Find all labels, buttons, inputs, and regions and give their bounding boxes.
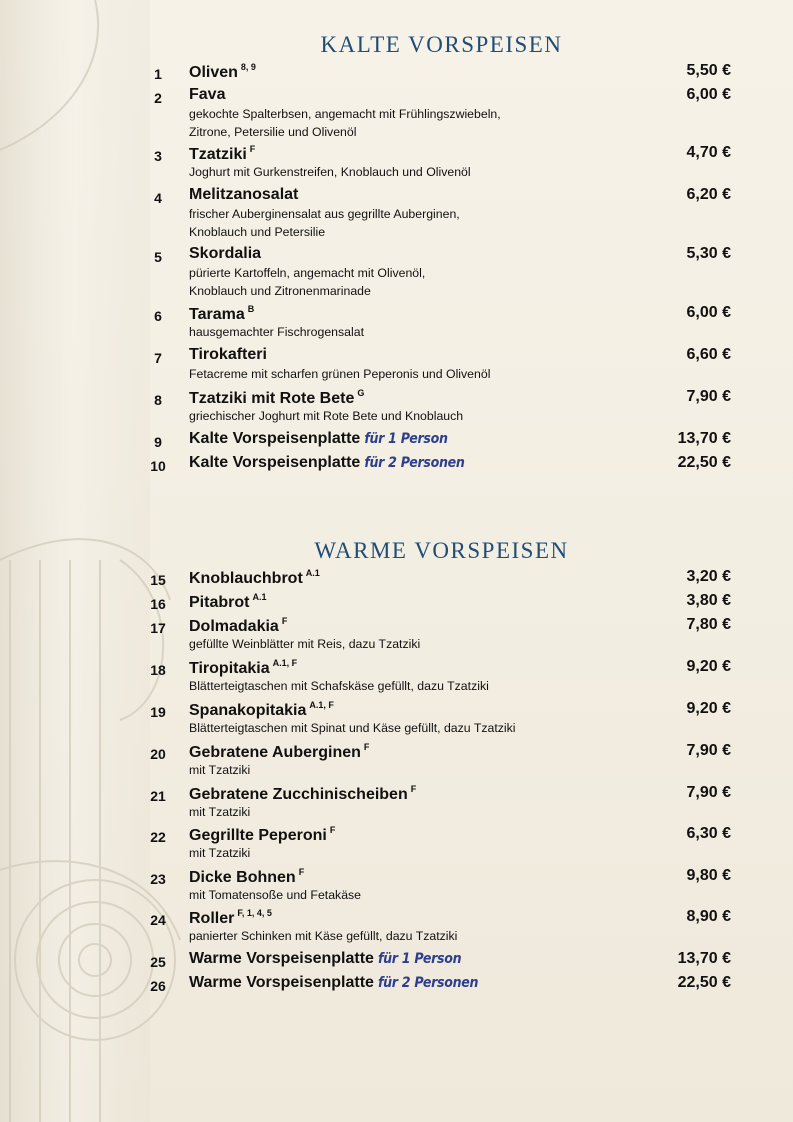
item-number: 16 (150, 596, 166, 612)
portion-qualifier: für 2 Personen (377, 975, 479, 991)
item-name: Gebratene Auberginen (189, 744, 361, 761)
item-price: 7,90 € (686, 784, 731, 801)
menu-item (0, 908, 793, 946)
item-price: 6,20 € (686, 186, 731, 203)
description-line: Joghurt mit Gurkenstreifen, Knoblauch und Olivenöl (189, 165, 471, 179)
item-number: 21 (150, 788, 166, 804)
menu-item (0, 616, 793, 654)
menu-item (0, 144, 793, 182)
item-name-line (189, 186, 298, 204)
item-price: 4,70 € (686, 144, 731, 161)
allergen-codes: A.1, F (309, 700, 334, 710)
item-name: Warme Vorspeisenplatte (189, 974, 374, 991)
item-number: 4 (154, 190, 162, 206)
item-name-line (189, 304, 254, 324)
item-name: Gebratene Zucchinischeiben (189, 786, 408, 803)
item-name-line (189, 592, 266, 612)
item-name-line (189, 950, 461, 968)
item-name-line (189, 86, 225, 104)
item-name: Tirokafteri (189, 346, 267, 363)
item-number: 10 (150, 458, 166, 474)
item-name-line (189, 658, 297, 678)
section-title-kalte-vorspeisen: KALTE VORSPEISEN (320, 32, 563, 57)
item-price: 3,80 € (686, 592, 731, 609)
menu-item (0, 62, 793, 84)
menu-item (0, 346, 793, 384)
item-number: 25 (150, 954, 166, 970)
item-number: 3 (154, 148, 162, 164)
item-name: Skordalia (189, 245, 262, 262)
item-name-line (189, 867, 304, 887)
portion-qualifier: für 2 Personen (364, 455, 465, 471)
menu-item (0, 700, 793, 738)
item-name: Gegrillte Peperoni (189, 827, 327, 844)
item-price: 9,80 € (686, 867, 731, 884)
description-line: griechischer Joghurt mit Rote Bete und Knoblauch (189, 409, 464, 423)
item-number: 6 (154, 308, 162, 324)
description-line: panierter Schinken mit Käse gefüllt, dazu Tzatziki (189, 929, 458, 943)
item-name-line (189, 62, 256, 82)
item-description (189, 719, 516, 737)
description-line: Blätterteigtaschen mit Spinat und Käse gefüllt, dazu Tzatziki (189, 721, 516, 735)
item-number: 2 (154, 90, 162, 106)
menu-item (0, 825, 793, 863)
item-number: 1 (154, 66, 162, 82)
item-price: 7,80 € (686, 616, 731, 633)
item-name: Tiropitakia (189, 660, 270, 677)
item-description (189, 844, 250, 862)
portion-qualifier: für 1 Person (364, 431, 448, 447)
description-line: pürierte Kartoffeln, angemacht mit Olivenöl, (189, 266, 426, 280)
item-name: Fava (189, 86, 226, 103)
item-description (189, 886, 361, 904)
description-line: frischer Auberginensalat aus gegrillte Auberginen, (189, 207, 460, 221)
item-number: 20 (150, 746, 166, 762)
allergen-codes: F, 1, 4, 5 (237, 908, 272, 918)
item-price: 22,50 € (677, 974, 731, 991)
item-name: Oliven (189, 64, 238, 81)
menu-item (0, 454, 793, 476)
item-price: 5,50 € (686, 62, 731, 79)
item-number: 15 (150, 572, 166, 588)
description-line: Knoblauch und Zitronenmarinade (189, 284, 371, 298)
item-description (189, 803, 250, 821)
menu-item (0, 304, 793, 342)
menu-item (0, 974, 793, 996)
description-line: mit Tomatensoße und Fetakäse (189, 888, 362, 902)
allergen-codes: 8, 9 (240, 62, 256, 72)
description-line: Blätterteigtaschen mit Schafskäse gefüllt, dazu Tzatziki (189, 679, 489, 693)
item-name: Tarama (189, 306, 245, 323)
item-description (189, 927, 457, 945)
item-name: Spanakopitakia (189, 702, 307, 719)
item-name: Dolmadakia (189, 618, 279, 635)
item-price: 9,20 € (686, 658, 731, 675)
item-name: Warme Vorspeisenplatte (189, 950, 374, 967)
description-line: Zitrone, Petersilie und Olivenöl (189, 125, 357, 139)
menu-item (0, 658, 793, 696)
description-line: mit Tzatziki (189, 763, 251, 777)
section-title-warme-vorspeisen: WARME VORSPEISEN (314, 538, 569, 563)
item-name-line (189, 245, 261, 263)
menu-item (0, 86, 793, 142)
item-description (189, 761, 250, 779)
item-price: 6,00 € (686, 86, 731, 103)
item-description (189, 264, 425, 300)
menu-item (0, 186, 793, 242)
allergen-codes: A.1 (305, 568, 320, 578)
item-number: 26 (150, 978, 166, 994)
item-number: 18 (150, 662, 166, 678)
item-name-line (189, 430, 448, 448)
item-name-line (189, 388, 364, 408)
item-price: 5,30 € (686, 245, 731, 262)
description-line: mit Tzatziki (189, 805, 251, 819)
item-number: 24 (150, 912, 166, 928)
allergen-codes: F (249, 144, 256, 154)
item-name: Dicke Bohnen (189, 869, 296, 886)
item-name-line (189, 144, 255, 164)
item-name: Kalte Vorspeisenplatte (189, 454, 361, 471)
menu-item (0, 245, 793, 301)
description-line: hausgemachter Fischrogensalat (189, 325, 364, 339)
item-name-line (189, 974, 478, 992)
item-name: Knoblauchbrot (189, 570, 303, 587)
item-description (189, 407, 463, 425)
item-name-line (189, 784, 416, 804)
allergen-codes: G (357, 388, 365, 398)
menu-item (0, 388, 793, 426)
item-number: 23 (150, 871, 166, 887)
item-name-line (189, 616, 287, 636)
item-number: 22 (150, 829, 166, 845)
item-name: Tzatziki mit Rote Bete (189, 390, 355, 407)
menu-item (0, 950, 793, 972)
item-description (189, 365, 490, 383)
item-name: Melitzanosalat (189, 186, 299, 203)
item-name-line (189, 454, 465, 472)
item-name-line (189, 742, 369, 762)
item-description (189, 163, 471, 181)
item-name-line (189, 908, 272, 928)
item-number: 7 (154, 350, 162, 366)
item-name-line (189, 346, 267, 364)
item-price: 22,50 € (677, 454, 731, 471)
item-price: 9,20 € (686, 700, 731, 717)
description-line: Fetacreme mit scharfen grünen Peperonis und Olivenöl (189, 367, 491, 381)
item-number: 17 (150, 620, 166, 636)
allergen-codes: F (298, 867, 305, 877)
menu-item (0, 867, 793, 905)
item-description (189, 677, 489, 695)
menu-item (0, 592, 793, 614)
item-price: 7,90 € (686, 388, 731, 405)
item-price: 8,90 € (686, 908, 731, 925)
item-price: 13,70 € (677, 950, 731, 967)
item-price: 3,20 € (686, 568, 731, 585)
item-price: 6,30 € (686, 825, 731, 842)
item-description (189, 105, 501, 141)
item-description (189, 635, 420, 653)
description-line: Knoblauch und Petersilie (189, 225, 326, 239)
item-name-line (189, 700, 334, 720)
menu-item (0, 742, 793, 780)
item-price: 7,90 € (686, 742, 731, 759)
item-name-line (189, 568, 320, 588)
portion-qualifier: für 1 Person (377, 951, 462, 967)
item-name: Roller (189, 910, 235, 927)
description-line: gekochte Spalterbsen, angemacht mit Frühlingszwiebeln, (189, 107, 501, 121)
description-line: mit Tzatziki (189, 846, 251, 860)
item-number: 5 (154, 249, 162, 265)
allergen-codes: F (410, 784, 417, 794)
menu-item (0, 784, 793, 822)
item-name: Tzatziki (189, 146, 247, 163)
item-description (189, 205, 460, 241)
menu-item (0, 430, 793, 452)
item-description (189, 323, 364, 341)
allergen-codes: F (329, 825, 336, 835)
allergen-codes: F (363, 742, 370, 752)
allergen-codes: A.1, F (272, 658, 298, 668)
allergen-codes: B (247, 304, 255, 314)
allergen-codes: A.1 (252, 592, 267, 602)
description-line: gefüllte Weinblätter mit Reis, dazu Tzatziki (189, 637, 421, 651)
item-price: 6,00 € (686, 304, 731, 321)
item-number: 8 (154, 392, 162, 408)
item-price: 6,60 € (686, 346, 731, 363)
item-price: 13,70 € (677, 430, 731, 447)
item-number: 9 (154, 434, 162, 450)
menu-item (0, 568, 793, 590)
item-name: Pitabrot (189, 594, 250, 611)
item-number: 19 (150, 704, 166, 720)
item-name: Kalte Vorspeisenplatte (189, 430, 361, 447)
allergen-codes: F (281, 616, 288, 626)
item-name-line (189, 825, 335, 845)
